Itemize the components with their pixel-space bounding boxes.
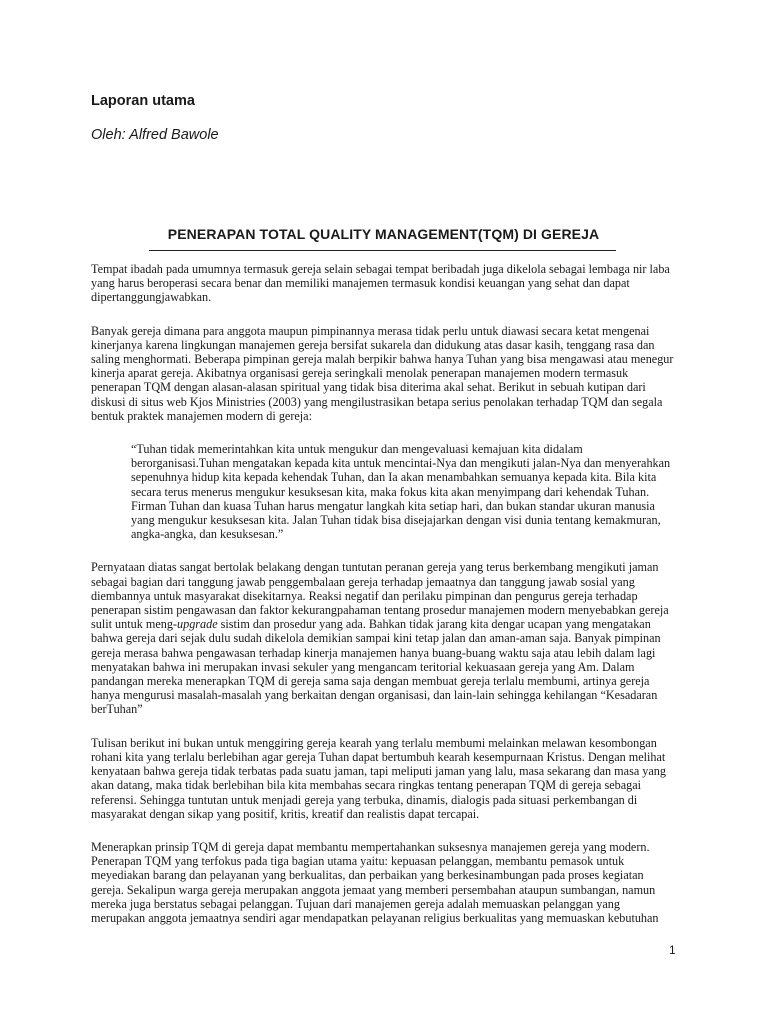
paragraph-3-emphasis: upgrade [177,617,218,632]
author-byline: Oleh: Alfred Bawole [91,127,219,143]
title-container [91,226,676,244]
page-number: 1 [669,943,676,957]
document-title: PENERAPAN TOTAL QUALITY MANAGEMENT(TQM) DI GEREJA [167,226,600,242]
article-body [91,262,676,944]
paragraph-5: Menerapkan prinsip TQM di gereja dapat membantu mempertahankan suksesnya manajemen gereja yang modern. Penerapan TQM yang terfokus pada tiga bagian utama yaitu: kepuasan pelanggan, membantu pemasok untuk meyediakan barang dan pelayanan yang berkualitas, dan perbaikan yang berkesinambungan pada proses kegiatan gereja. Sekalipun warga gereja merupakan anggota jemaat yang memberi persembahan ataupun sumbangan, namun mereka juga berstatus sebagai pelanggan. Tujuan dari manajemen gereja adalah memuaskan pelanggan yang merupakan anggota jemaatnya sendiri agar mendapatkan pelayanan religius berkualitas yang memuaskan kebutuhan [91,839,659,925]
section-label: Laporan utama [91,93,195,109]
paragraph-1: Tempat ibadah pada umumnya termasuk gereja selain sebagai tempat beribadah juga dikelola sebagai lembaga nir laba yang harus beroperasi secara benar dan memiliki manajemen termasuk kondisi keuangan yang sehat dan dapat dipertanggungjawabkan. [91,262,670,305]
paragraph-2: Banyak gereja dimana para anggota maupun pimpinannya merasa tidak perlu untuk diawasi secara ketat mengenai kinerjanya karena lingkungan manajemen gereja bersifat sukarela dan didukung atas dasar kasih, tenggang rasa dan saling menghormati. Beberapa pimpinan gereja malah berpikir bahwa hanya Tuhan yang bisa mengawasi atau menegur kinerja aparat gereja. Akibatnya organisasi gereja seringkali menolak penerapan manajemen modern termasuk penerapan TQM dengan alasan-alasan spiritual yang tidak bisa diterima akal sehat. Berikut in sebuah kutipan dari diskusi di situs web Kjos Ministries (2003) yang mengilustrasikan betapa serius penolakan terhadap TQM dan segala bentuk praktek manajemen modern di gereja: [91,323,674,423]
paragraph-3 [91,560,676,716]
paragraph-3-start: Pernyataan diatas sangat bertolak belakang dengan tuntutan peranan gereja yang terus berkembang mengikuti jaman sebagai bagian dari tanggung jawab penggembalaan gereja terhadap jemaatnya dan tanggung jawab sosial yang diembannya untuk masyarakat disekitarnya. Reaksi negatif dan perilaku pimpinan dan pengurus gereja terhadap penerapan sistim pengawasan dan faktor kekurangpahaman tentang prosedur manajemen modern menyebabkan gereja sulit untuk meng- [91,560,669,632]
paragraph-4: Tulisan berikut ini bukan untuk menggiring gereja kearah yang terlalu membumi melainkan melawan kesombongan rohani kita yang terlalu berlebihan agar gereja Tuhan dapat bertumbuh kearah kesempurnaan Kristus. Dengan melihat kenyataan bahwa gereja tidak terbatas pada suatu jaman, tapi meliputi jaman yang lalu, masa sekarang dan masa yang akan datang, maka tidak berlebihan bila kita membahas secara ringkas tentang penerapan TQM di gereja sebagai referensi. Sehingga tuntutan untuk menjadi gereja yang terbuka, dinamis, dialogis pada situasi perkembangan di masyarakat dengan sikap yang positif, kritis, kreatif dan realistis dapat tercapai. [91,735,666,821]
block-quote: “Tuhan tidak memerintahkan kita untuk mengukur dan mengevaluasi kemajuan kita didalam berorganisasi.Tuhan mengatakan kepada kita untuk mencintai-Nya dan mengikuti jalan-Nya dan menyerahkan sepenuhnya hidup kita kepada kehendak Tuhan, dan Ia akan menambahkan semuanya kepada kita. Bila kita secara terus menerus mengukur kesuksesan kita, maka fokus kita akan menyimpang dari kehendak Tuhan. Firman Tuhan dan kuasa Tuhan harus mengatur langkah kita setiap hari, dan bukan standar ukuran manusia yang mengukur kesuksesan kita. Jalan Tuhan tidak bisa disejajarkan dengan visi dunia tentang kemakmuran, angka-angka, dan kesuksesan.” [131,442,671,542]
paragraph-3-end: sistim dan prosedur yang ada. Bahkan tidak jarang kita dengar ucapan yang mengatakan bahwa gereja dari sejak dulu sudah dikelola demikian sampai kini tetap jalan dan aman-aman saja. Banyak pimpinan gereja merasa bahwa pengawasan terhadap kinerja manajemen hanya buang-buang waktu saja atau lebih dalam lagi menyatakan bahwa ini merupakan invasi sekuler yang mengancam teritorial kekuasaan gereja yang Am. Dalam pandangan mereka menerapkan TQM di gereja sama saja dengan membuat gereja terlalu membumi, artinya gereja hanya mengurusi masalah-masalah yang berkaitan dengan organisasi, dan lain-lain sehingga kehilangan “Kesadaran berTuhan” [91,617,661,717]
title-underline [149,250,616,251]
